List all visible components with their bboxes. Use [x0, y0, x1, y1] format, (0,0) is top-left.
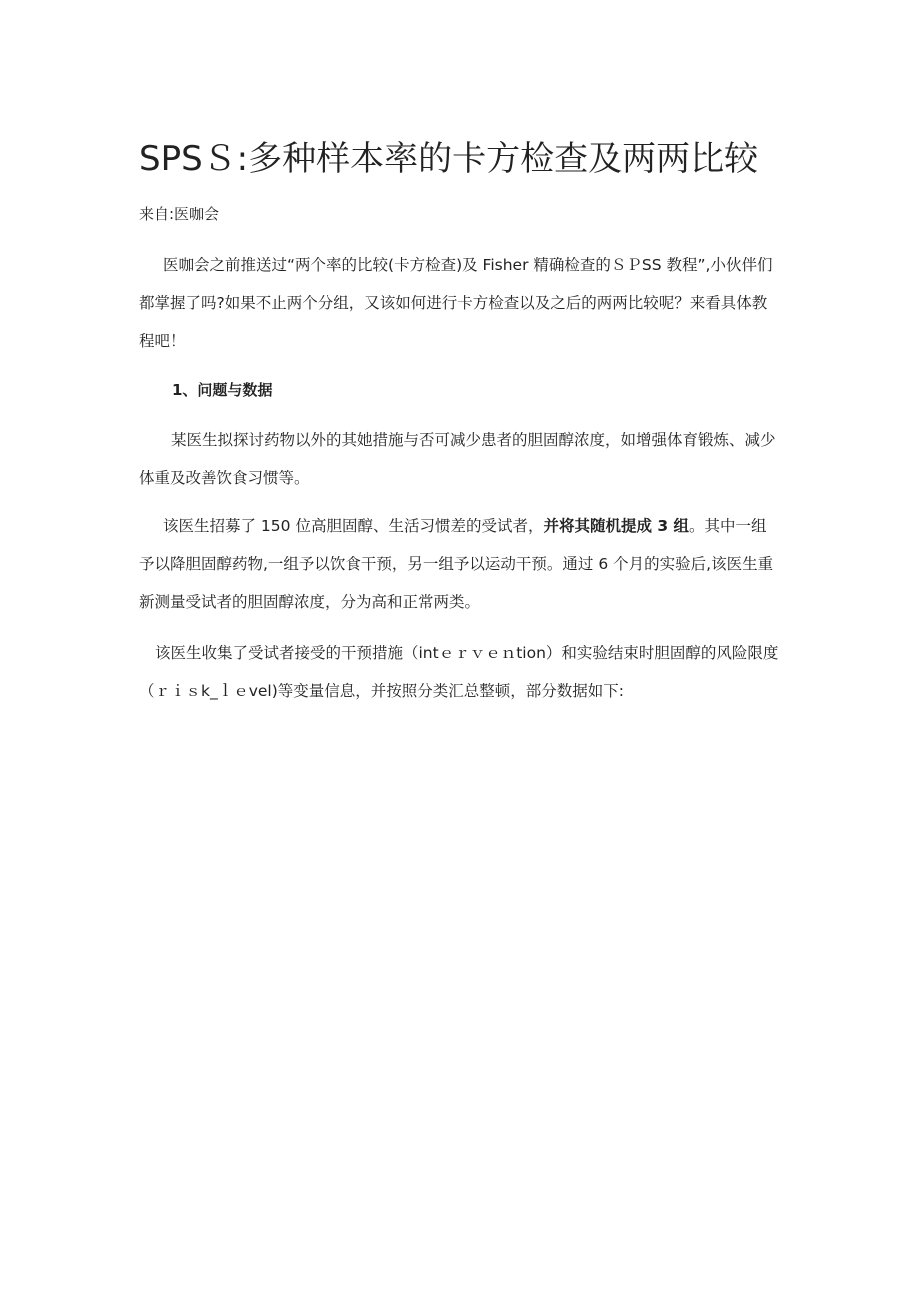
section-heading-problem-data: 1、问题与数据 — [172, 381, 273, 399]
design-paragraph — [139, 507, 779, 621]
design-text-start: 该医生招募了 150 位高胆固醇、生活习惯差的受试者， — [163, 517, 544, 535]
design-text-bold: 并将其随机提成 3 组 — [543, 517, 690, 535]
variables-paragraph: 该医生收集了受试者接受的干预措施（intｅｒｖｅｎtion）和实验结束时胆固醇的风险限度（ｒｉｓk_ｌｅvel)等变量信息，并按照分类汇总整顿，部分数据如下: — [139, 644, 779, 700]
document-title: SPSＳ:多种样本率的卡方检查及两两比较 — [139, 139, 759, 179]
intro-paragraph: 医咖会之前推送过“两个率的比较(卡方检查)及 Fisher 精确检查的ＳＰSS 教程”,小伙伴们都掌握了吗?如果不止两个分组，又该如何进行卡方检查以及之后的两两比较呢？来看具体教程吧！ — [139, 256, 773, 350]
source-line: 来自:医咖会 — [139, 205, 220, 223]
design-text-end: 。其中一组予以降胆固醇药物,一组予以饮食干预，另一组予以运动干预。通过 6 个月的实验后,该医生重新测量受试者的胆固醇浓度，分为高和正常两类。 — [139, 517, 774, 611]
background-paragraph: 某医生拟探讨药物以外的其她措施与否可减少患者的胆固醇浓度，如增强体育锻炼、减少体重及改善饮食习惯等。 — [139, 431, 776, 487]
